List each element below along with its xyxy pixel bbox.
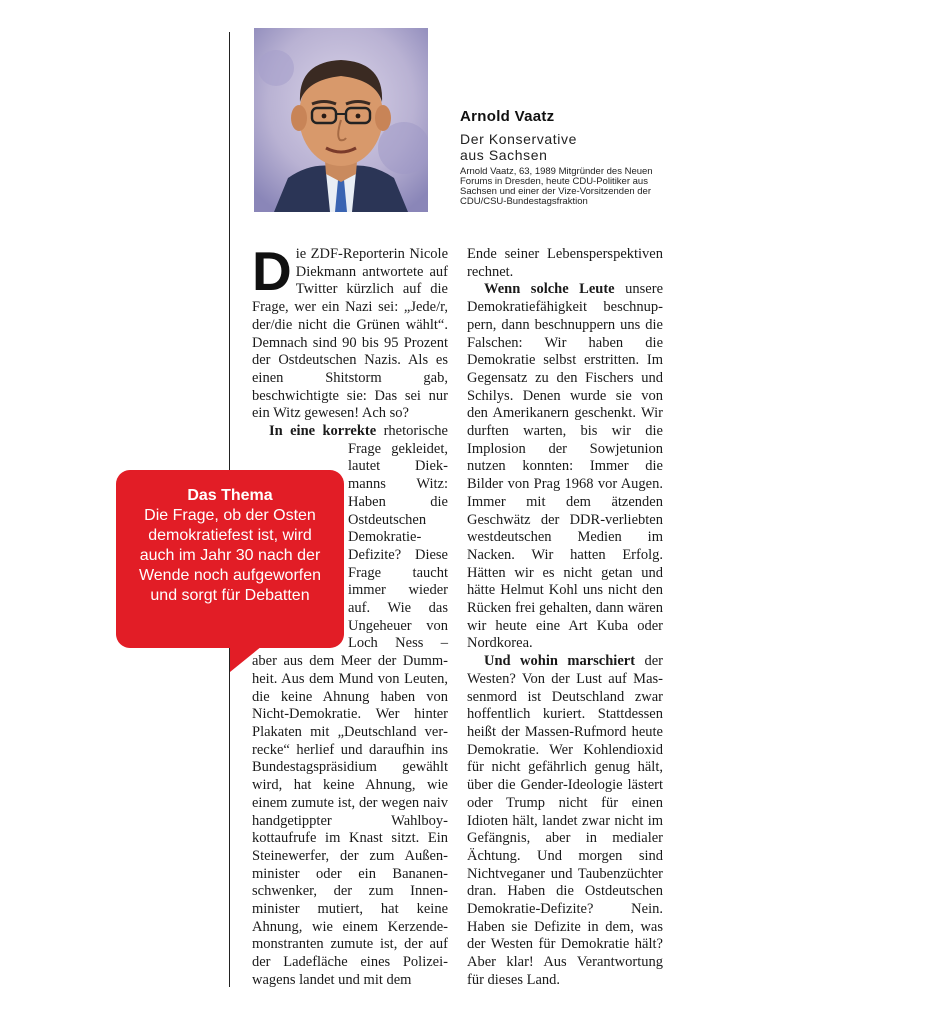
topic-callout-box xyxy=(116,470,344,648)
author-role-line2: aus Sachsen xyxy=(460,147,548,163)
article-paragraph-1 xyxy=(252,240,448,423)
author-name: Arnold Vaatz xyxy=(460,108,555,125)
callout-text: Die Frage, ob der Osten demokratiefest ist, wird auch im Jahr 30 nach der Wende noch aufgeworfen und sorgt für Debatten xyxy=(138,507,322,604)
article-paragraph-3 xyxy=(467,281,663,653)
paragraph-4-lead: Und wohin marschiert xyxy=(484,653,636,670)
paragraph-3-lead: Wenn solche Leute xyxy=(484,281,615,298)
paragraph-2-text: rhetorische Frage gekleidet, lautet Diekmanns Witz: Haben die Ostdeutschen Demokratie-Defizite? Diese Frage taucht immer wieder auf. Wie das Ungeheuer von Loch Ness – aber aus dem Meer der Dummheit. Aus dem Mund von Leuten, die keine Ahnung haben von Nicht-Demokratie. Wer hinter Plakaten mit „Deutschland verrecke“ herlief und daraufhin ins Bundestagspräsidium gewählt wird, hat keine Ahnung, wie einem zumute ist, der wegen naiv handgetippter Wahlboykottaufrufe im Knast sitzt. Ein Steinewerfer, der zum Außenminister oder ein Bananenschwenker, der zum Innenminister mutiert, hat keine Ahnung, wie einem Kerzendemonstranten zumute ist, der auf der Ladefläche eines Polizeiwagens landet und mit dem xyxy=(252,423,448,988)
author-bio: Arnold Vaatz, 63, 1989 Mitgründer des Neuen Forums in Dresden, heute CDU-Politiker aus Sachsen und einer der Vize-Vorsitzenden der CDU/CSU-Bundestagsfraktion xyxy=(460,166,653,207)
author-role xyxy=(460,131,675,163)
paragraph-1-text: ie ZDF-Reporterin Nicole Diekmann antwortete auf Twitter kürzlich auf die Frage, wer ein Nazi sei: „Jede/r, der/die nicht die Grünen wählt“. Demnach sind 90 bis 95 Prozent der Ostdeutschen Nazis. Als es einen Shitstorm gab, beschwichtigte sie: Das sei nur ein Witz gewesen! Ach so? xyxy=(252,246,448,422)
callout-tail xyxy=(230,646,262,672)
callout-title: Das Thema xyxy=(187,487,273,504)
article-paragraph-4 xyxy=(467,653,663,989)
paragraph-4-text: der Westen? Von der Lust auf Massenmord ist Deutschland zwar hoffentlich kuriert. Stattdessen heißt der Massen-Rufmord heute Demokratie. Wer Kohlendioxid für nicht gefährlich genug hält, über die Gender-Ideologie lästert oder Trump nicht für einen Idioten hält, landet zwar nicht im Gefängnis, aber in medialer Ächtung. Und morgen sind Nichtveganer und Taubenzüchter dran. Haben die Ostdeutschen Demokratie-Defizite? Nein. Haben sie Defizite in dem, was der Westen für Demokratie hält? Aber klar! Aus Verantwortung für dieses Land. xyxy=(467,653,663,988)
paragraph-3-text: unsere Demokratiefähigkeit beschnuppern, dann beschnuppern uns die Falschen: Wir haben die Demokratie selbst erstritten. Im Gegensatz zu den Fischers und Schilys. Denen wurde sie von den Amerikanern geschenkt. Wir durften warten, bis wir die Implosion der Sowjetunion nutzen konnten: Immer die Bilder von Prag 1968 vor Augen. Immer mit dem ätzenden Geschwätz der DDR-verliebten westdeutschen Medien im Nacken. Wir hatten Erfolg. Hätten wir es nicht getan und hätte Helmut Kohl uns nicht den Rücken frei gehalten, dann wären wir heute eine Art Kuba oder Nordkorea. xyxy=(467,281,663,652)
article-paragraph-2-continued: Ende seiner Lebensperspektiven rechnet. xyxy=(467,246,663,280)
author-portrait-illustration xyxy=(254,28,428,212)
article-column-2 xyxy=(467,246,663,990)
paragraph-2-lead: In eine korrekte xyxy=(269,423,377,440)
drop-cap: D xyxy=(252,240,292,302)
author-role-line1: Der Konservative xyxy=(460,131,577,147)
author-info xyxy=(460,108,675,207)
